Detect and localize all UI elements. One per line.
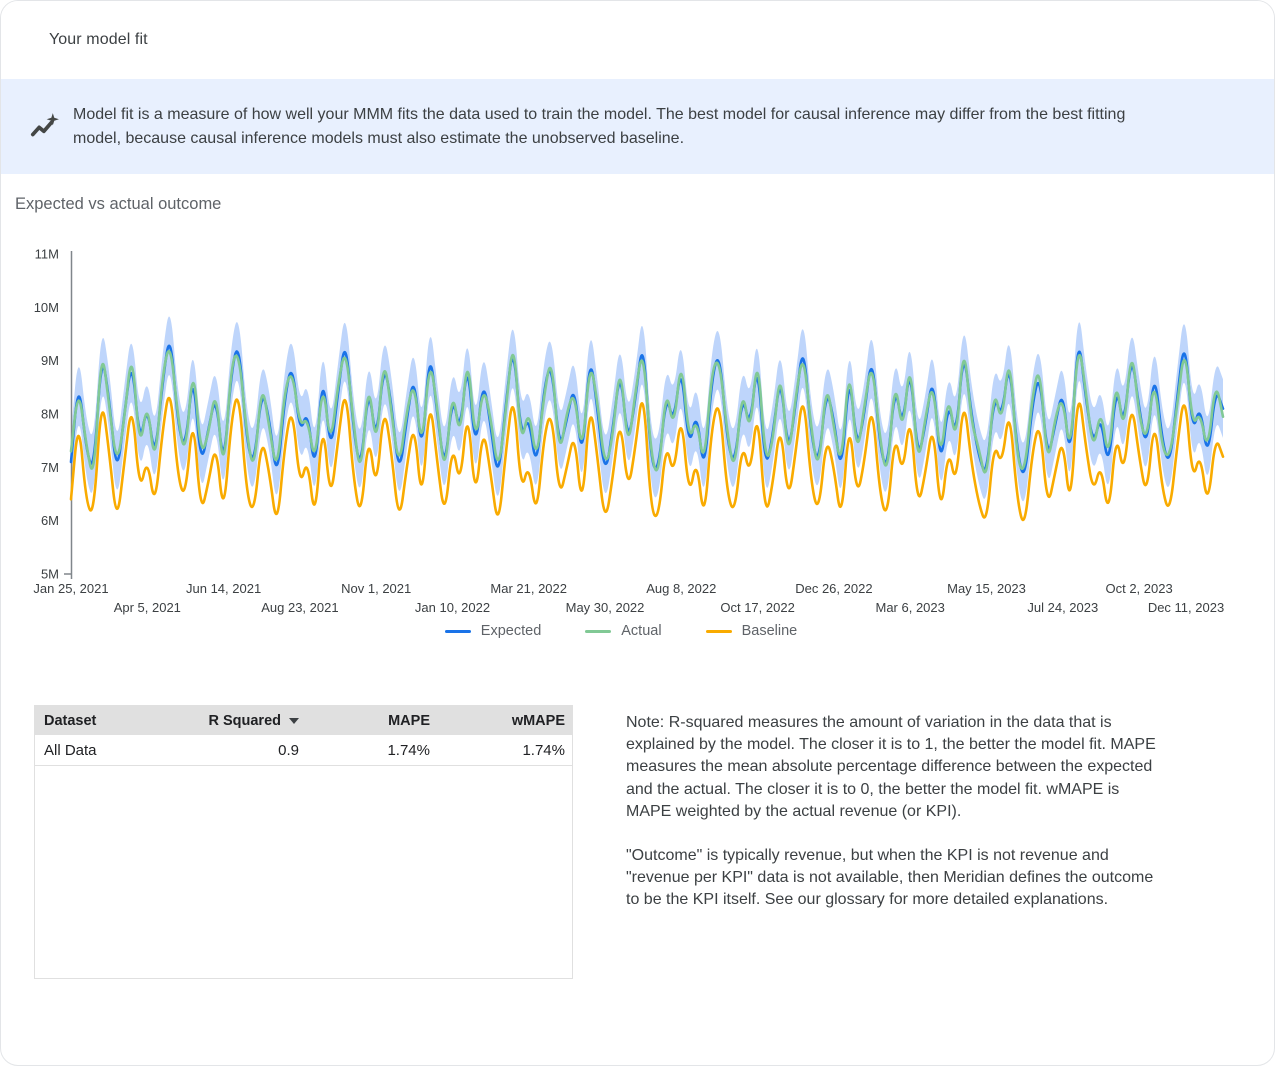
x-tick-label: Mar 6, 2023 bbox=[875, 600, 945, 615]
chart-section-title: Expected vs actual outcome bbox=[15, 195, 222, 213]
note-text bbox=[626, 712, 1158, 912]
legend-swatch-expected bbox=[445, 630, 471, 633]
legend-swatch-baseline bbox=[706, 630, 732, 633]
x-tick-label: Dec 26, 2022 bbox=[795, 581, 873, 596]
x-tick-label: Jul 24, 2023 bbox=[1027, 600, 1099, 615]
x-tick-label: Aug 8, 2022 bbox=[646, 581, 717, 596]
y-tick-label: 5M bbox=[40, 566, 59, 582]
x-tick-label: Aug 23, 2021 bbox=[261, 600, 339, 615]
x-tick-label: Dec 11, 2023 bbox=[1147, 600, 1225, 615]
chart-legend bbox=[1, 623, 1241, 639]
expected-vs-actual-chart bbox=[1, 241, 1241, 624]
legend-swatch-actual bbox=[585, 630, 611, 633]
x-tick-label: Oct 17, 2022 bbox=[720, 600, 795, 615]
legend-label: Baseline bbox=[741, 623, 798, 639]
x-tick-label: May 30, 2022 bbox=[565, 600, 645, 615]
x-tick-label: Jan 10, 2022 bbox=[414, 600, 491, 615]
legend-item-baseline bbox=[706, 623, 798, 639]
column-header-wmape[interactable]: wMAPE bbox=[511, 712, 565, 729]
x-tick-label: Apr 5, 2021 bbox=[113, 600, 181, 615]
sort-descending-icon[interactable] bbox=[289, 718, 299, 724]
x-tick-label: Oct 2, 2023 bbox=[1105, 581, 1173, 596]
cell-wmape: 1.74% bbox=[522, 741, 565, 759]
titlebar bbox=[1, 1, 1274, 79]
cell-dataset: All Data bbox=[44, 741, 97, 759]
insights-icon bbox=[27, 111, 61, 143]
model-fit-table bbox=[34, 705, 573, 979]
info-banner bbox=[1, 79, 1274, 174]
x-tick-label: Mar 21, 2022 bbox=[490, 581, 568, 596]
column-header-r-squared[interactable]: R Squared bbox=[205, 713, 299, 729]
line-chart-svg bbox=[1, 241, 1241, 619]
column-header-mape[interactable]: MAPE bbox=[388, 712, 430, 729]
legend-label: Actual bbox=[621, 623, 662, 639]
page-title: Your model fit bbox=[49, 31, 148, 48]
y-tick-label: 11M bbox=[34, 246, 59, 262]
table-header-row bbox=[35, 706, 572, 735]
note-paragraph-2: "Outcome" is typically revenue, but when the KPI is not revenue and "revenue per KPI" data is not available, then Meridian defines the outcome to be the KPI itself. See our glossary for more detailed explanations. bbox=[626, 847, 1154, 909]
x-tick-label: Jun 14, 2021 bbox=[186, 581, 262, 596]
x-tick-label: Nov 1, 2021 bbox=[341, 581, 412, 596]
cell-r-squared: 0.9 bbox=[278, 741, 299, 759]
cell-mape: 1.74% bbox=[387, 741, 430, 759]
banner-text: Model fit is a measure of how well your MMM fits the data used to train the model. The best model for causal inference may differ from the best fitting model, because causal inference models must also estimate the unobserved baseline. bbox=[73, 105, 1126, 147]
y-tick-label: 8M bbox=[40, 406, 59, 422]
table-row bbox=[35, 735, 572, 766]
y-tick-label: 10M bbox=[33, 299, 59, 315]
legend-label: Expected bbox=[480, 623, 542, 639]
x-tick-label: May 15, 2023 bbox=[947, 581, 1026, 596]
x-tick-label: Jan 25, 2021 bbox=[33, 581, 109, 596]
legend-item-expected bbox=[445, 623, 541, 639]
y-tick-label: 9M bbox=[40, 353, 59, 369]
note-paragraph-1: Note: R-squared measures the amount of variation in the data that is explained by the model. The closer it is to 1, the better the model fit. MAPE measures the mean absolute percentage difference between the expected and the actual. The closer it is to 0, the better the model fit. wMAPE is MAPE weighted by the actual revenue (or KPI). bbox=[626, 714, 1156, 820]
column-header-dataset[interactable]: Dataset bbox=[44, 712, 97, 729]
y-tick-label: 7M bbox=[40, 459, 59, 475]
y-tick-label: 6M bbox=[40, 513, 59, 529]
legend-item-actual bbox=[585, 623, 661, 639]
